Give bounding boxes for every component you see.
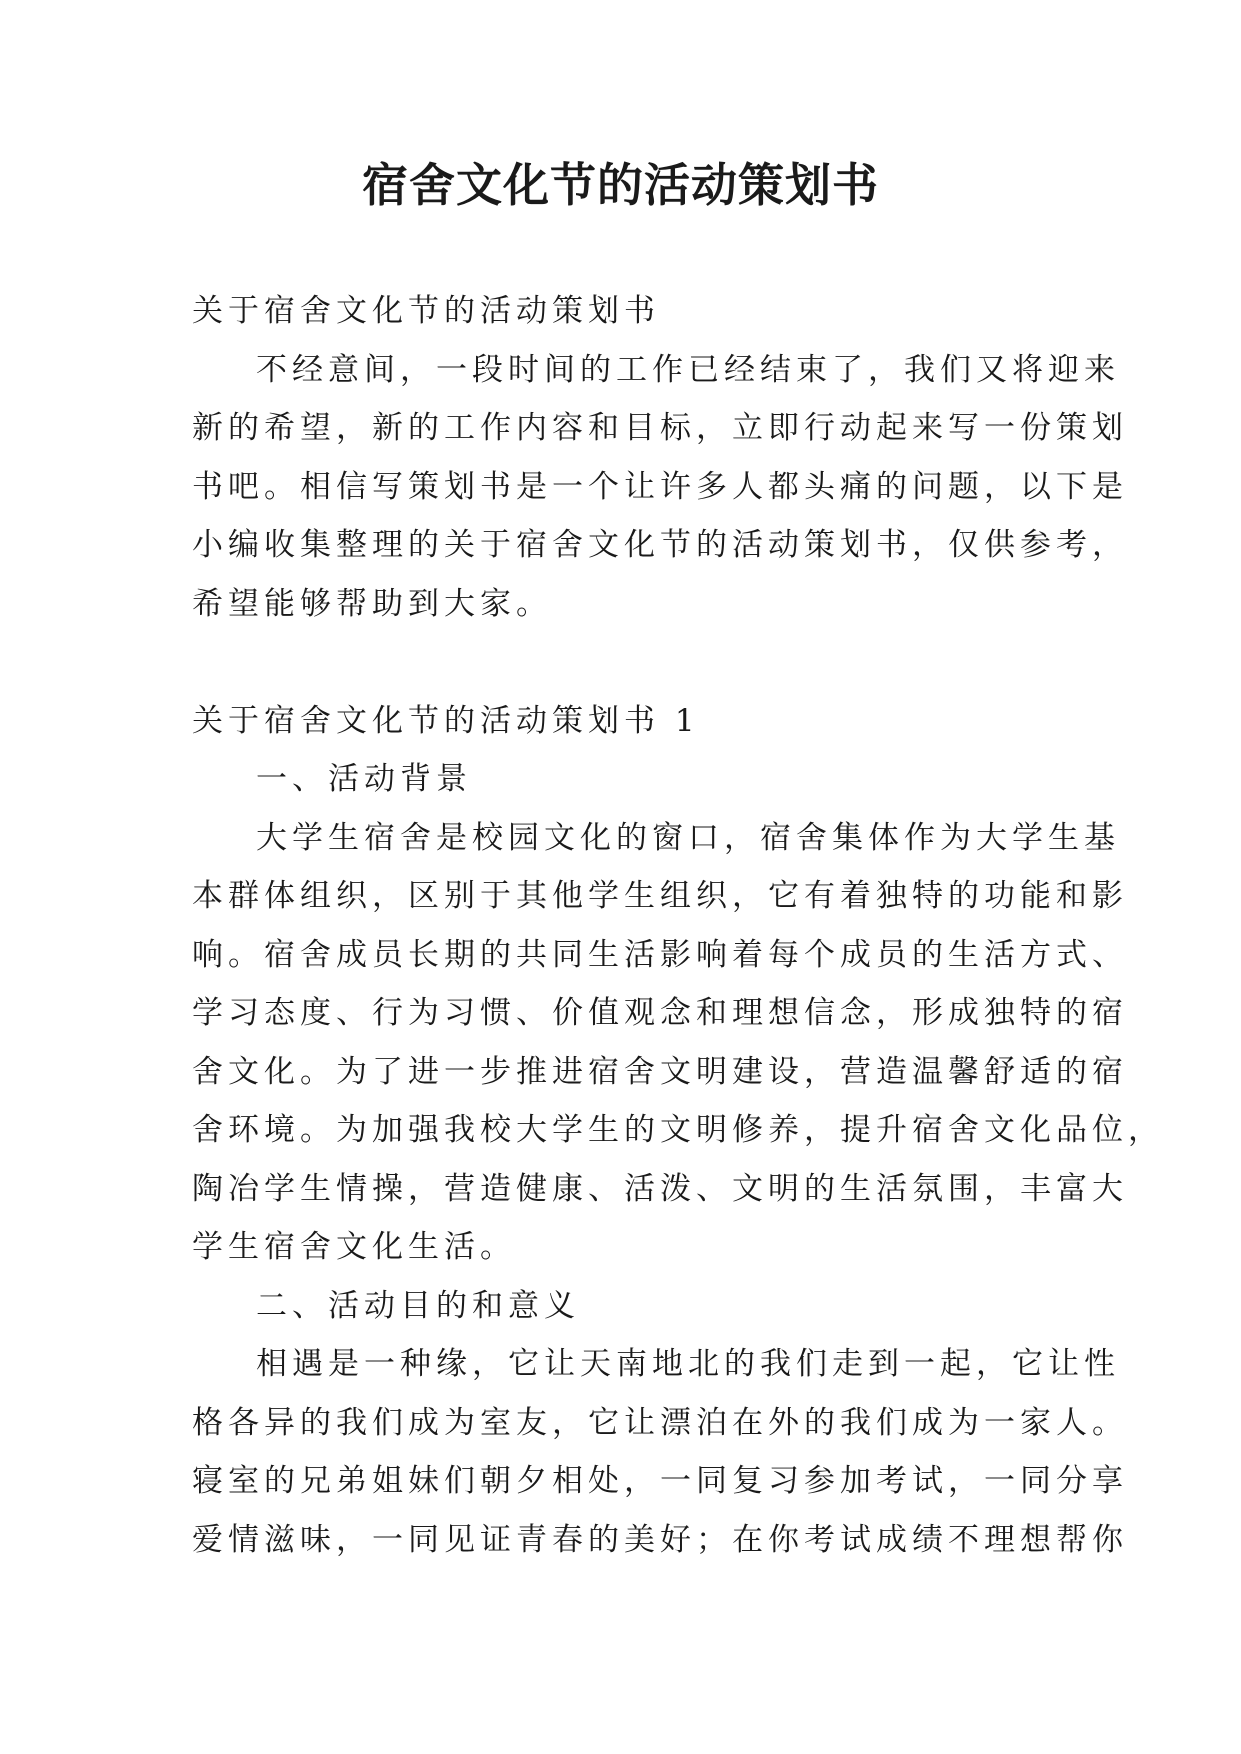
body-line: 陶冶学生情操，营造健康、活泼、文明的生活氛围，丰富大 [192,1170,1128,1207]
body-line: 舍文化。为了进一步推进宿舍文明建设，营造温馨舒适的宿 [192,1053,1128,1090]
intro-line: 希望能够帮助到大家。 [192,585,552,622]
subtitle-line: 关于宿舍文化节的活动策划书 [192,293,660,329]
intro-line: 新的希望，新的工作内容和目标，立即行动起来写一份策划 [192,410,1128,446]
section-heading: 关于宿舍文化节的活动策划书 1 [192,702,700,739]
document-title: 宿舍文化节的活动策划书 [362,158,879,212]
body-line: 格各异的我们成为室友，它让漂泊在外的我们成为一家人。 [192,1404,1128,1441]
body-line: 本群体组织，区别于其他学生组织，它有着独特的功能和影 [192,878,1128,914]
paragraph-gap [192,633,1062,692]
body-line: 学生宿舍文化生活。 [192,1229,516,1265]
body-line: 学习态度、行为习惯、价值观念和理想信念，形成独特的宿 [192,995,1128,1031]
body-line: 相遇是一种缘，它让天南地北的我们走到一起，它让性 [256,1346,1120,1382]
document-body [192,282,1164,1569]
body-line: 爱情滋味，一同见证青春的美好；在你考试成绩不理想帮你 [192,1521,1128,1558]
body-line: 舍环境。为加强我校大学生的文明修养，提升宿舍文化品位， [192,1112,1164,1148]
subsection-heading: 一、活动背景 [256,761,472,797]
intro-line: 书吧。相信写策划书是一个让许多人都头痛的问题，以下是 [192,468,1128,505]
intro-line: 不经意间，一段时间的工作已经结束了，我们又将迎来 [256,351,1120,388]
body-line: 寝室的兄弟姐妹们朝夕相处，一同复习参加考试，一同分享 [192,1463,1128,1499]
body-line: 大学生宿舍是校园文化的窗口，宿舍集体作为大学生基 [256,819,1120,856]
body-line: 响。宿舍成员长期的共同生活影响着每个成员的生活方式、 [192,936,1128,973]
subsection-heading: 二、活动目的和意义 [256,1287,580,1324]
intro-line: 小编收集整理的关于宿舍文化节的活动策划书，仅供参考， [192,527,1128,563]
